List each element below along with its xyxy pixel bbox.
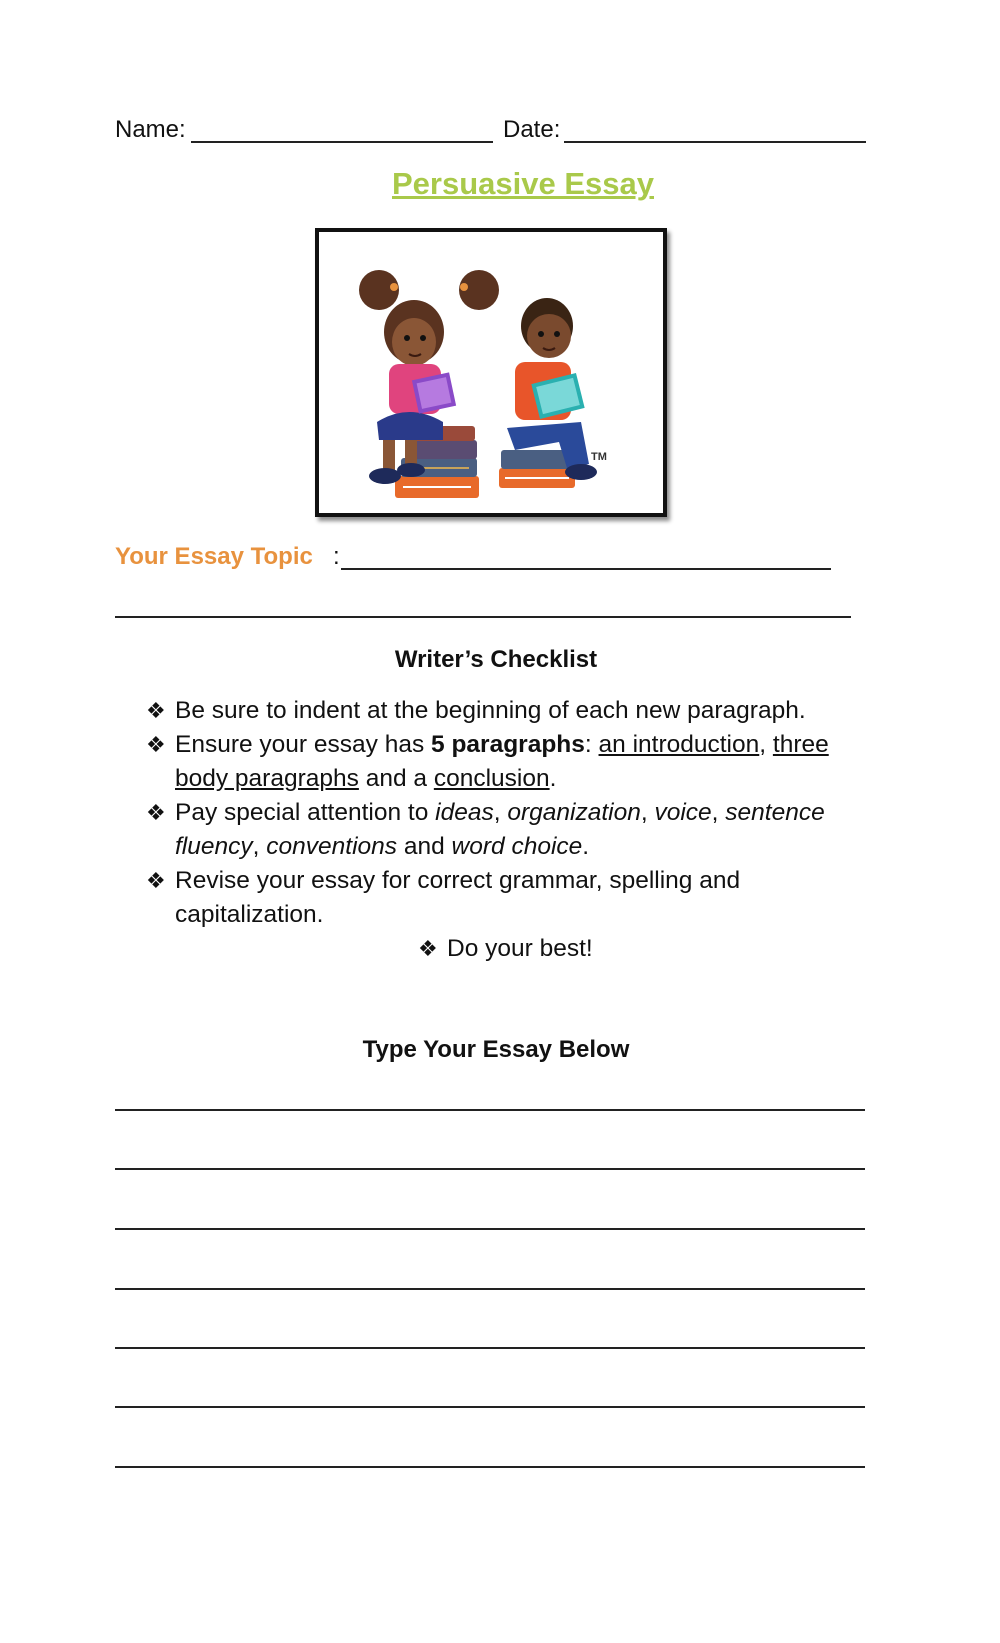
page-title: Persuasive Essay — [392, 166, 654, 201]
name-input-line[interactable] — [191, 141, 493, 143]
topic-input-line-1[interactable] — [341, 568, 831, 570]
date-label: Date: — [503, 116, 561, 143]
checklist-item-revise-cont: capitalization. — [175, 901, 324, 928]
essay-writing-line[interactable] — [115, 1406, 865, 1408]
checklist-title: Writer’s Checklist — [394, 646, 598, 673]
checklist-bullet: ❖ — [146, 698, 166, 723]
checklist-item-paragraphs: Ensure your essay has 5 paragraphs: an introduction, three — [175, 731, 829, 758]
essay-section-title: Type Your Essay Below — [362, 1036, 630, 1063]
checklist-item-paragraphs-cont: body paragraphs and a conclusion. — [175, 765, 557, 792]
essay-topic-label: Your Essay Topic — [115, 543, 313, 570]
checklist-item-indent: Be sure to indent at the beginning of each new paragraph. — [175, 697, 806, 724]
checklist-bullet: ❖ — [146, 868, 166, 893]
trademark-text: TM — [591, 451, 607, 463]
essay-topic-colon: : — [333, 543, 340, 570]
checklist-item-best: Do your best! — [447, 935, 593, 962]
essay-writing-line[interactable] — [115, 1228, 865, 1230]
essay-writing-line[interactable] — [115, 1347, 865, 1349]
checklist-bullet: ❖ — [146, 732, 166, 757]
children-reading-illustration — [315, 228, 667, 517]
date-input-line[interactable] — [564, 141, 866, 143]
checklist-bullet: ❖ — [146, 800, 166, 825]
essay-writing-line[interactable] — [115, 1168, 865, 1170]
name-label: Name: — [115, 116, 186, 143]
essay-writing-line[interactable] — [115, 1288, 865, 1290]
reading-kids-image — [319, 232, 663, 513]
checklist-item-traits: Pay special attention to ideas, organization, voice, sentence — [175, 799, 825, 826]
topic-input-line-2[interactable] — [115, 616, 851, 618]
essay-writing-line[interactable] — [115, 1466, 865, 1468]
checklist-item-revise: Revise your essay for correct grammar, spelling and — [175, 867, 741, 894]
essay-writing-line[interactable] — [115, 1109, 865, 1111]
checklist-bullet: ❖ — [418, 936, 438, 961]
checklist-item-traits-cont: fluency, conventions and word choice. — [175, 833, 590, 860]
